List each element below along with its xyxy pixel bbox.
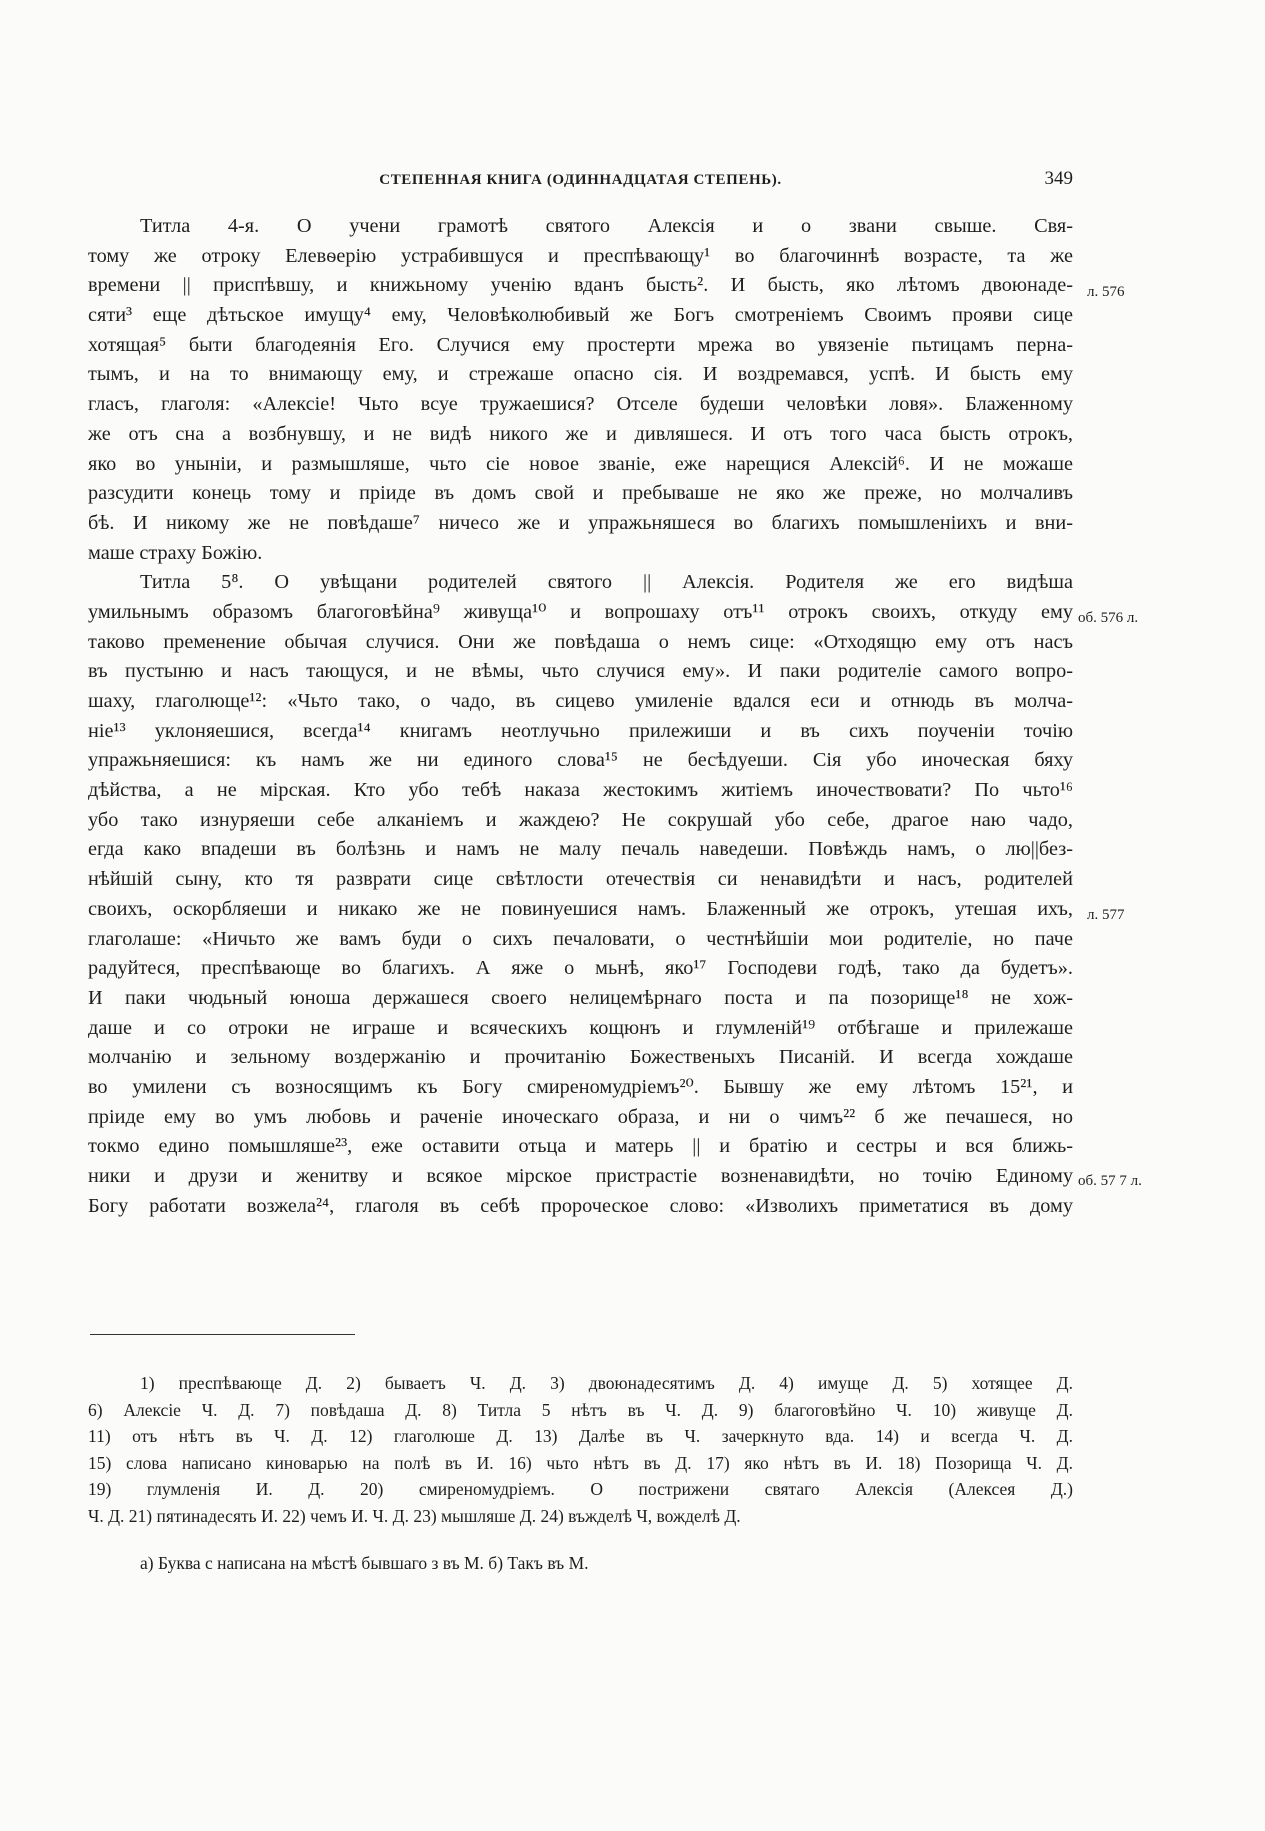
text-line: глаголаше: «Ничьто же вамъ буди о сихъ печаловати, о честнѣйшіи мои родителіе, но паче [88, 927, 1073, 950]
text-line: Богу работати возжела²⁴, глаголя въ себѣ пророческое слово: «Изволихъ приметатися въ дому [88, 1194, 1073, 1217]
page-header [88, 168, 1073, 198]
text-line: ніе¹³ уклоняешися, всегда¹⁴ книгамъ неотлучьно прилежиши и въ сихъ поученiи точію [88, 719, 1073, 742]
margin-folio-note: об. 576 л. [1078, 610, 1139, 626]
footnote-line: 19) глумленія И. Д. 20) смиреномудріемъ. О пострижени святаго Алексія (Алексея Д.) [88, 1479, 1073, 1499]
footnote-line: 15) слова написано киноварью на полѣ въ И. 16) чьто нѣтъ въ Д. 17) яко нѣтъ въ И. 18) Позорища Ч. Д. [88, 1452, 1073, 1473]
running-title: СТЕПЕННАЯ КНИГА (ОДИННАДЦАТАЯ СТЕПЕНЬ). [379, 172, 782, 188]
text-line: тому же отроку Елевѳерію устрабившуся и преспѣвающу¹ во благочиннѣ возрасте, та же [88, 244, 1073, 267]
text-line: пріиде ему во умъ любовь и раченіе иноческаго образа, и ни о чимъ²² б же печашеся, но [88, 1105, 1073, 1128]
text-line: яко во унынiи, и размышляше, чьто сіе новое званіе, еже нарещися Алексій⁶. И не можаше [88, 452, 1073, 475]
text-line: И паки чюдьный юноша держашеся своего нелицемѣрнаго поста и па позорище¹⁸ не хож- [88, 986, 1073, 1009]
page-number: 349 [1044, 168, 1073, 189]
footnote-line: Ч. Д. 21) пятинадесять И. 22) чемъ И. Ч. Д. 23) мышляше Д. 24) въжделѣ Ч, вожделѣ Д. [88, 1505, 741, 1526]
text-line: токмо едино помышляше²³, еже оставити отьца и матерь || и братію и сестры и вся ближь- [88, 1135, 1073, 1158]
text-line: умильнымъ образомъ благоговѣйна⁹ живуща¹⁰ и вопрошаху отъ¹¹ отрокъ своихъ, откуду ему [88, 600, 1073, 623]
footnote-line: 11) отъ нѣтъ въ Ч. Д. 12) глаголюше Д. 13) Далѣе въ Ч. зачеркнуто вда. 14) и всегда Ч. Д. [88, 1426, 1073, 1446]
footnote-line: 1) преспѣвающе Д. 2) бываетъ Ч. Д. 3) двоюнадесятимъ Д. 4) имуще Д. 5) хотящее Д. [140, 1373, 1073, 1393]
text-line: нѣйшій сыну, кто тя разврати сице свѣтлости отечествія си ненавидѣти и насъ, родителей [88, 868, 1073, 891]
text-line: радуйтеся, преспѣвающе во благихъ. А яже о мьнѣ, яко¹⁷ Господеви годѣ, тако да будетъ». [88, 957, 1073, 980]
text-line: молчанію и зельному воздержанію и прочитанію Божественыхъ Писаній. И всегда хождаше [88, 1046, 1073, 1069]
text-line: Титла 4-я. О учени грамотѣ святого Алексія и о звани свыше. Свя- [140, 215, 1073, 237]
text-line: бѣ. И никому же не повѣдаше⁷ ничесо же и упражьняшеся во благихъ помышленiихъ и вни- [88, 511, 1073, 534]
text-line: времени || приспѣвшу, и книжьному ученію вданъ бысть². И бысть, яко лѣтомъ двоюнаде- [88, 274, 1073, 297]
main-text [88, 212, 1073, 1221]
footnote-line: 6) Алексіе Ч. Д. 7) повѣдаша Д. 8) Титла 5 нѣтъ въ Ч. Д. 9) благоговѣйно Ч. 10) живуще Д. [88, 1399, 1073, 1420]
margin-folio-note: л. 576 [1087, 284, 1125, 300]
text-line: въ пустыню и насъ тающуся, и не вѣмы, чьто случися ему». И паки родителіе самого вопро- [88, 660, 1073, 683]
text-line: хотящая⁵ быти благодеянія Его. Случися ему простерти мрежа во увязеніе пьтицамъ перна- [88, 333, 1073, 356]
text-line: егда како впадеши въ болѣзнь и намъ не малу печаль наведеши. Повѣждь намъ, о лю||без- [88, 838, 1073, 861]
text-line: гласъ, глаголя: «Алексіе! Чьто всуе тружаешися? Отселе будеши человѣки ловя». Блаженному [88, 393, 1073, 416]
text-line: упражьняешися: къ намъ же ни единого слова¹⁵ не бесѣдуеши. Сія убо иноческая бяху [88, 749, 1073, 772]
text-line: шаху, глаголюще¹²: «Чьто тако, о чадо, въ сицево умиленіе вдался еси и отнюдь въ молча- [88, 690, 1073, 712]
text-line: сяти³ еще дѣтьское имущу⁴ ему, Человѣколюбивый же Богъ смотреніемъ Своимъ прояви сице [88, 304, 1073, 327]
text-line: маше страху Божію. [88, 541, 263, 564]
text-line: Титла 5⁸. О увѣщани родителей святого || Алексія. Родителя же его видѣша [140, 571, 1073, 594]
text-line: разсудити конець тому и пріиде въ домъ свой и пребываше не яко же преже, но молчаливъ [88, 482, 1073, 505]
margin-folio-note: об. 57 7 л. [1078, 1173, 1142, 1189]
text-line: таково пременение обычая случися. Они же повѣдаша о немъ сице: «Отходящю ему отъ насъ [88, 630, 1073, 653]
text-line: тымъ, и на то внимающу ему, и стрежаше опасно сія. И воздремався, успѣ. И бысть ему [88, 363, 1073, 386]
text-line: же отъ сна а возбнувшу, и не видѣ никого же и дивляшеся. И отъ того часа бысть отрокъ, [88, 422, 1073, 445]
margin-folio-note: л. 577 [1087, 907, 1125, 923]
text-line: даше и со отроки не играше и всяческихъ кощюнъ и глумленій¹⁹ отбѣгаше и прилежаше [88, 1016, 1073, 1039]
text-line: ники и друзи и женитву и всякое мірское пристрастіе возненавидѣти, но точію Единому [88, 1165, 1073, 1187]
text-line: своихъ, оскорбляеши и никако же не повинуешися намъ. Блаженный же отрокъ, утешая ихъ, [88, 897, 1073, 920]
footnote-separator [90, 1334, 355, 1335]
text-line: убо тако изнуряеши себе алканіемъ и жаждею? Не сокрушай убо себе, драгое наю чадо, [88, 808, 1073, 831]
footnotes [88, 1370, 1073, 1529]
text-line: во умилени съ возносящимъ къ Богу смиреномудріемъ²⁰. Бывшу же ему лѣтомъ 15²¹, и [88, 1075, 1073, 1098]
variant-notes: а) Буква с написана на мѣстѣ бывшаго з въ М. б) Такъ въ М. [140, 1553, 589, 1573]
text-line: дѣйства, а не мірская. Кто убо тебѣ наказа жестокимъ житіемъ иночествовати? По чьто¹⁶ [88, 779, 1073, 802]
